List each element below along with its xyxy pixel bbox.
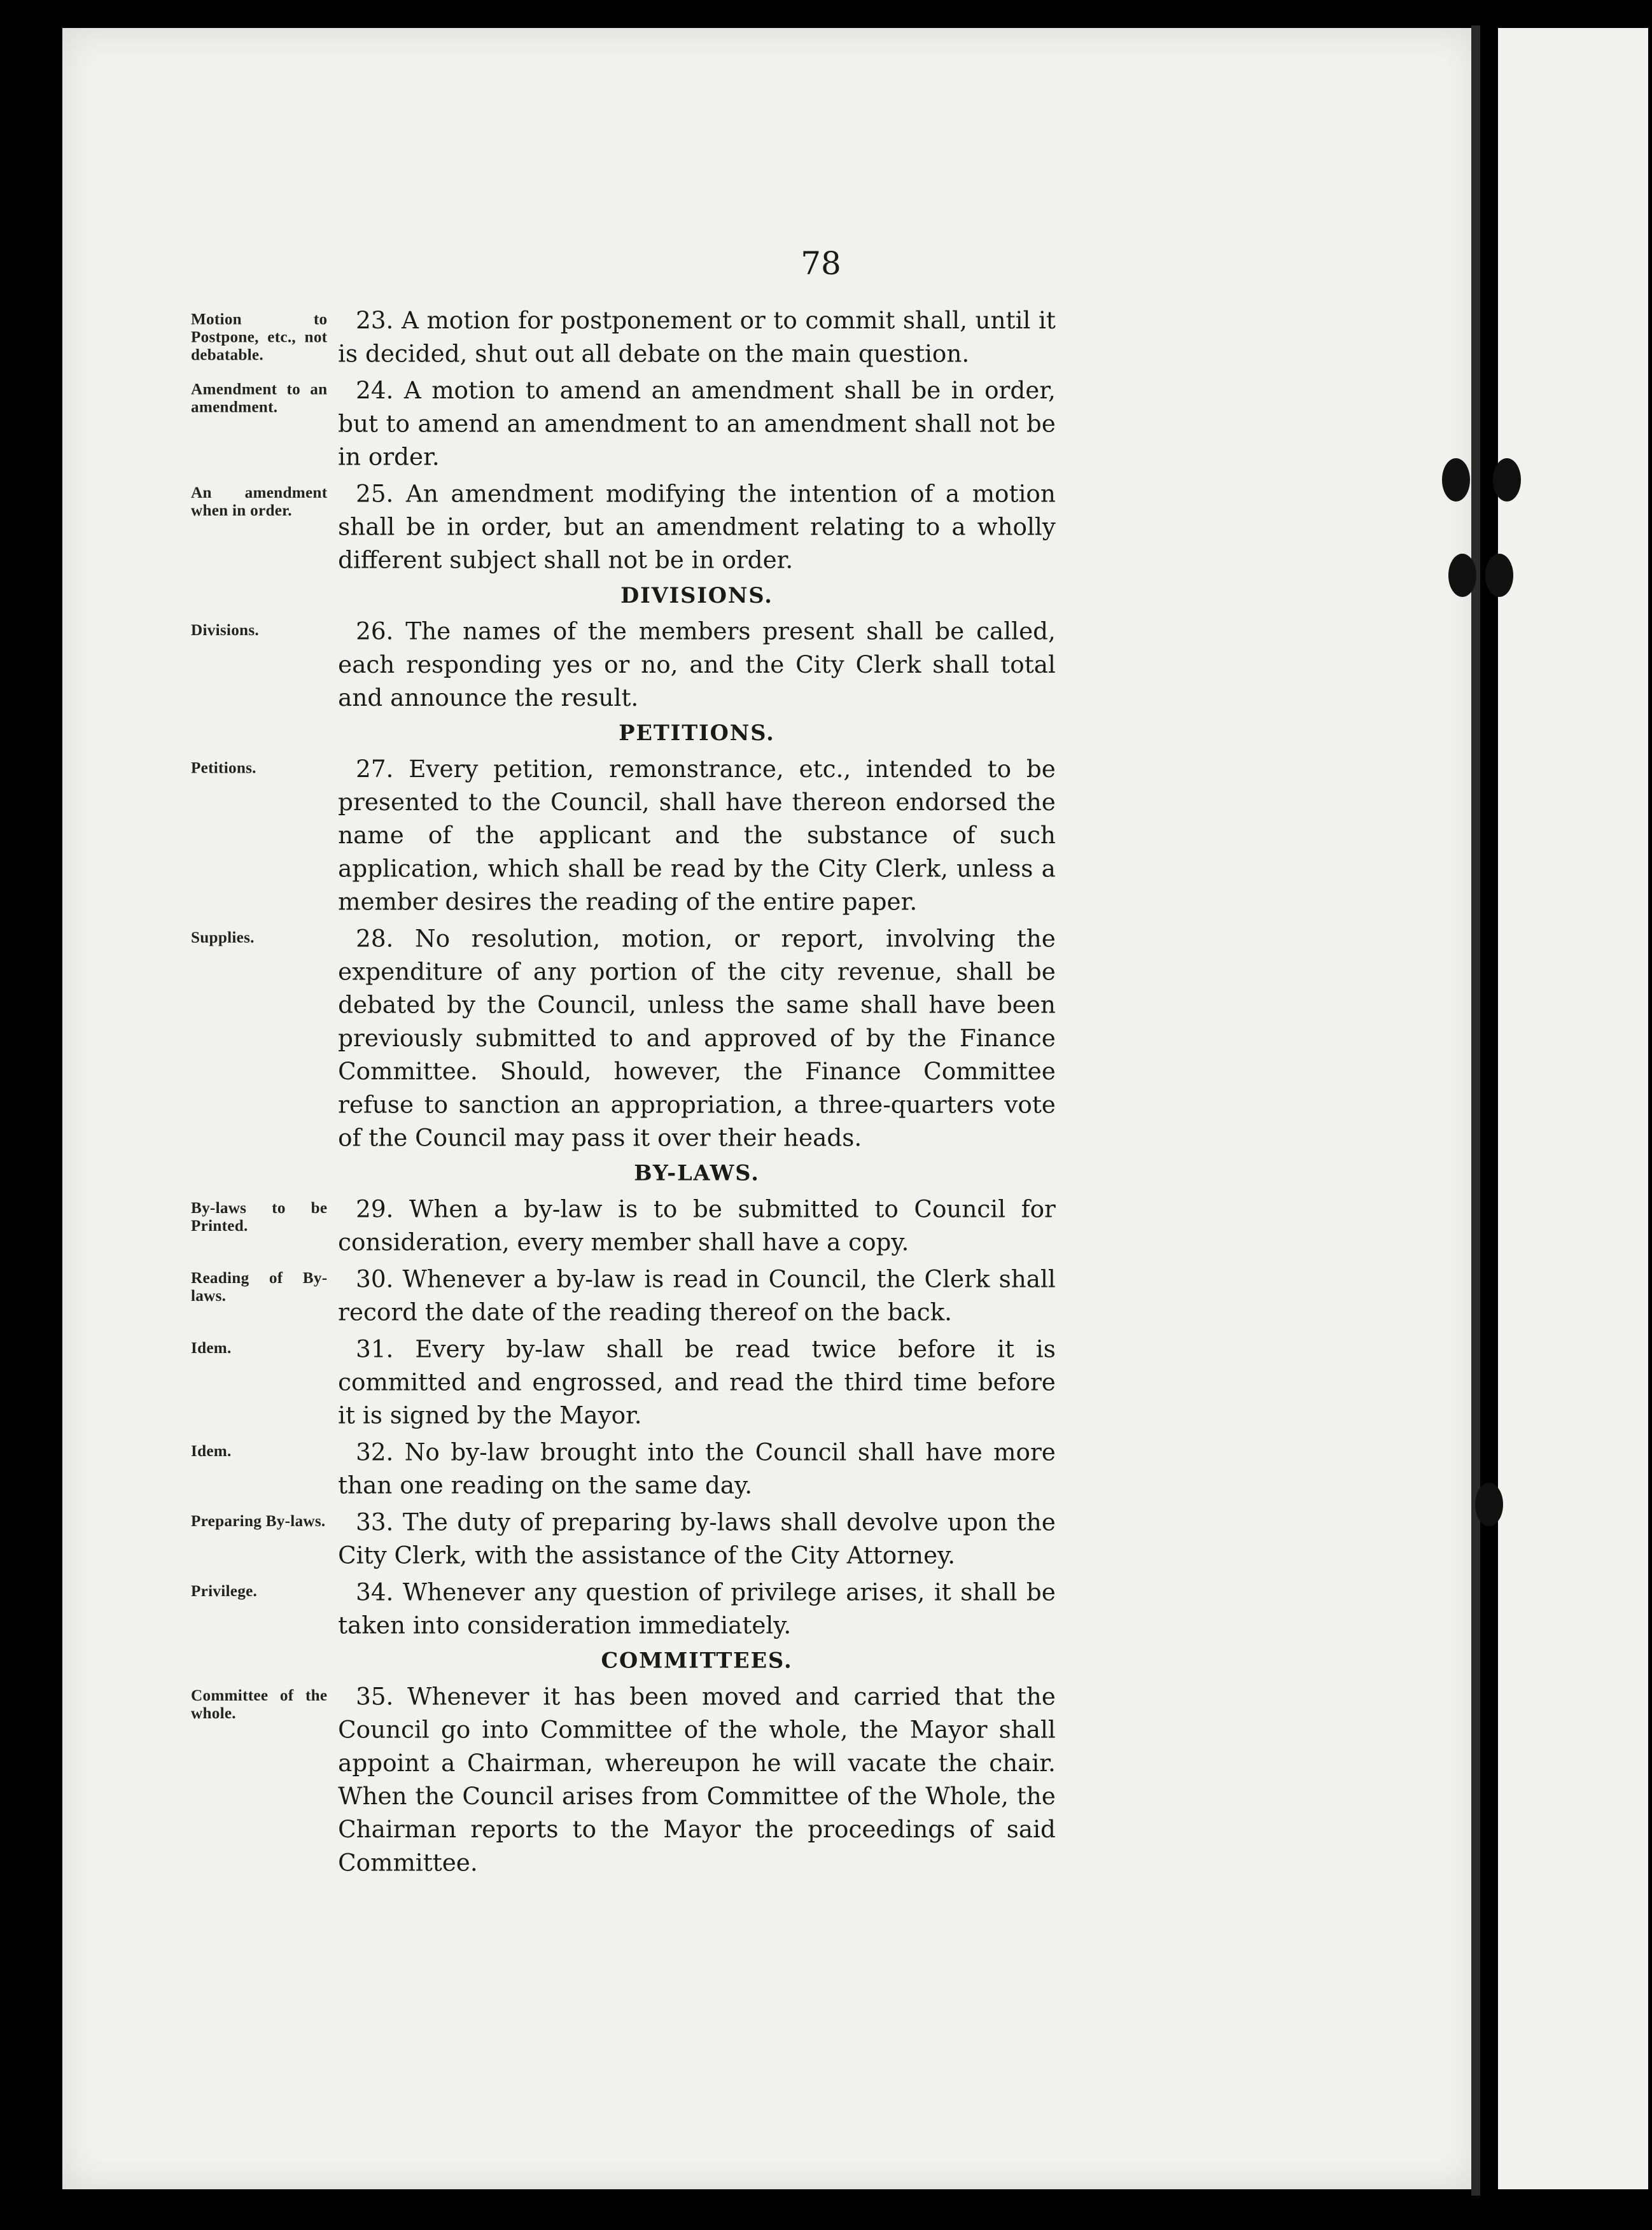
document-body: [191, 304, 1223, 1883]
paragraph-text: 24. A motion to amend an amendment shall be in order, but to amend an amendment to an amendment shall not be in order.: [338, 377, 1056, 471]
paragraph-text: 26. The names of the members present shall be called, each responding yes or no, and the City Clerk shall total and announce the result.: [338, 618, 1056, 712]
margin-note: Supplies.: [191, 928, 255, 946]
section-heading: BY-LAWS.: [634, 1160, 760, 1186]
binding-hole-mark: [1493, 458, 1521, 501]
margin-note: Divisions.: [191, 621, 259, 639]
rule-paragraph: [191, 374, 1056, 474]
binding-hole-mark: [1448, 554, 1476, 597]
rule-paragraph: [191, 1193, 1056, 1259]
paragraph-text: 33. The duty of preparing by-laws shall devolve upon the City Clerk, with the assistance of the City Attorney.: [338, 1508, 1056, 1569]
section-heading: DIVISIONS.: [620, 583, 773, 608]
rule-paragraph: [191, 477, 1056, 577]
section-heading: PETITIONS.: [619, 720, 775, 746]
binding-hole-mark: [1485, 554, 1513, 597]
paragraph-text: 25. An amendment modifying the intention of a motion shall be in order, but an amendment relating to a wholly different subject shall not be in order.: [338, 480, 1056, 575]
binding-hole-mark: [1475, 1483, 1503, 1526]
rule-paragraph: [191, 1436, 1056, 1502]
margin-note: Committee of the whole.: [191, 1686, 328, 1722]
margin-note: Motion to Postpone, etc., not debatable.: [191, 310, 328, 364]
paragraph-text: 31. Every by-law shall be read twice before it is committed and engrossed, and read the third time before it is signed by the Mayor.: [338, 1335, 1056, 1430]
margin-note: Preparing By-laws.: [191, 1511, 326, 1530]
paragraph-text: 32. No by-law brought into the Council shall have more than one reading on the same day.: [338, 1438, 1056, 1499]
paragraph-text: 29. When a by-law is to be submitted to Council for consideration, every member shall have a copy.: [338, 1195, 1056, 1256]
rule-paragraph: [191, 1506, 1056, 1572]
rule-paragraph: [191, 1263, 1056, 1329]
margin-note: Reading of By-laws.: [191, 1268, 328, 1305]
paragraph-text: 35. Whenever it has been moved and carried that the Council go into Committee of the whole, the Mayor shall appoint a Chairman, whereupon he will vacate the chair. When the Council arises from Committee of the Whole, the Chairman reports to the Mayor the proceedings of said Committee.: [338, 1683, 1056, 1877]
margin-note: Idem.: [191, 1441, 232, 1460]
binding-hole-mark: [1442, 458, 1470, 501]
paragraph-text: 34. Whenever any question of privilege arises, it shall be taken into consideration immediately.: [338, 1578, 1056, 1639]
rule-paragraph: [191, 615, 1056, 715]
margin-note: Idem.: [191, 1338, 232, 1357]
rule-paragraph: [191, 753, 1056, 919]
page-binding: [1471, 25, 1480, 2196]
paragraph-text: 30. Whenever a by-law is read in Council, the Clerk shall record the date of the reading thereof on the back.: [338, 1265, 1056, 1326]
margin-note: Privilege.: [191, 1581, 258, 1600]
margin-note: By-laws to be Printed.: [191, 1198, 328, 1235]
rule-paragraph: [191, 1333, 1056, 1433]
page-number: 78: [801, 245, 841, 282]
paragraph-text: 27. Every petition, remonstrance, etc., intended to be presented to the Council, shall have thereon endorsed the name of the applicant and the substance of such application, which shall be read by the City Clerk, unless a member desires the reading of the entire paper.: [338, 755, 1056, 916]
rule-paragraph: [191, 1680, 1056, 1879]
paragraph-text: 28. No resolution, motion, or report, involving the expenditure of any portion of the city revenue, shall be debated by the Council, unless the same shall have been previously submitted to and approved of by the Finance Committee. Should, however, the Finance Committee refuse to sanction an appropriation, a three-quarters vote of the Council may pass it over their heads.: [338, 925, 1056, 1152]
rule-paragraph: [191, 922, 1056, 1154]
paragraph-text: 23. A motion for postponement or to commit shall, until it is decided, shut out all debate on the main question.: [338, 307, 1056, 368]
rule-paragraph: [191, 1576, 1056, 1642]
rule-paragraph: [191, 304, 1056, 370]
facing-page-edge: [1498, 28, 1648, 2189]
margin-note: Amendment to an amendment.: [191, 380, 328, 416]
section-heading: COMMITTEES.: [601, 1648, 793, 1674]
margin-note: Petitions.: [191, 758, 256, 776]
margin-note: An amendment when in order.: [191, 483, 328, 519]
